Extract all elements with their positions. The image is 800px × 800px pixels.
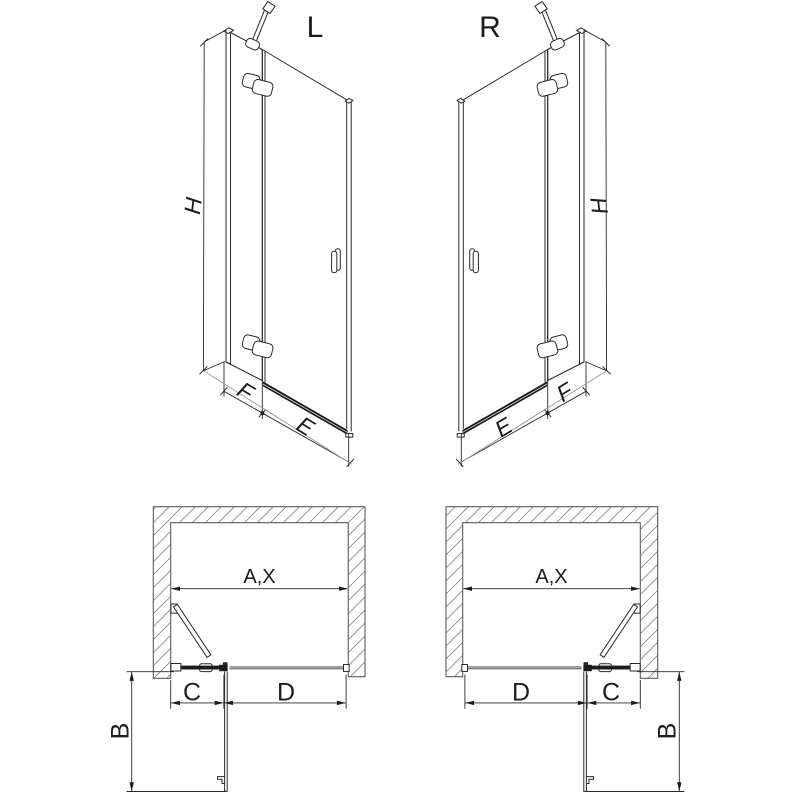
bottom-hinge	[241, 334, 273, 359]
dim-label-H-right: H	[585, 196, 613, 216]
door-handle-plan	[218, 777, 225, 784]
dim-label-AX-left: A,X	[243, 566, 276, 588]
width-dimension-lines	[204, 363, 354, 467]
dim-label-E-right: E	[490, 412, 517, 443]
dim-label-F-left: F	[232, 376, 259, 406]
door-glass-panel	[262, 50, 353, 438]
dim-label-AX-right: A,X	[535, 566, 568, 588]
iso-door-geometry-left	[200, 2, 354, 467]
top-hinge	[241, 72, 273, 97]
dim-label-F-right: F	[551, 377, 578, 407]
view-label-right: R	[479, 11, 501, 44]
open-door-plan	[218, 672, 228, 791]
dim-label-C-left: C	[182, 678, 202, 707]
dim-label-C-right: C	[601, 678, 621, 707]
niche-walls-right	[446, 507, 658, 679]
support-bar	[245, 2, 276, 52]
wall-profile	[224, 28, 234, 364]
sill-foot	[346, 434, 353, 438]
dim-label-E-left: E	[292, 411, 319, 442]
dim-label-D-left: D	[276, 678, 296, 707]
depth-dimension	[127, 672, 226, 792]
pivot-hinge	[219, 665, 227, 671]
iso-view-right	[456, 2, 613, 467]
dim-label-H-left: H	[179, 196, 207, 216]
pivot-hinge-tab	[223, 662, 228, 665]
wall-bracket	[171, 664, 181, 672]
iso-door-geometry-right	[456, 2, 610, 467]
view-label-left: L	[306, 11, 324, 44]
niche-walls-left	[153, 507, 365, 679]
dim-label-B-right: B	[653, 722, 682, 740]
dim-label-D-right: D	[511, 678, 531, 707]
threshold-line	[230, 665, 349, 672]
plan-view-left	[107, 507, 366, 792]
support-bar-plan	[171, 604, 212, 672]
fixed-panel-plan	[175, 666, 223, 670]
door-handle	[332, 249, 341, 273]
plan-view-right	[446, 507, 684, 792]
iso-view-left	[179, 2, 354, 467]
dim-label-B-left: B	[106, 722, 135, 740]
